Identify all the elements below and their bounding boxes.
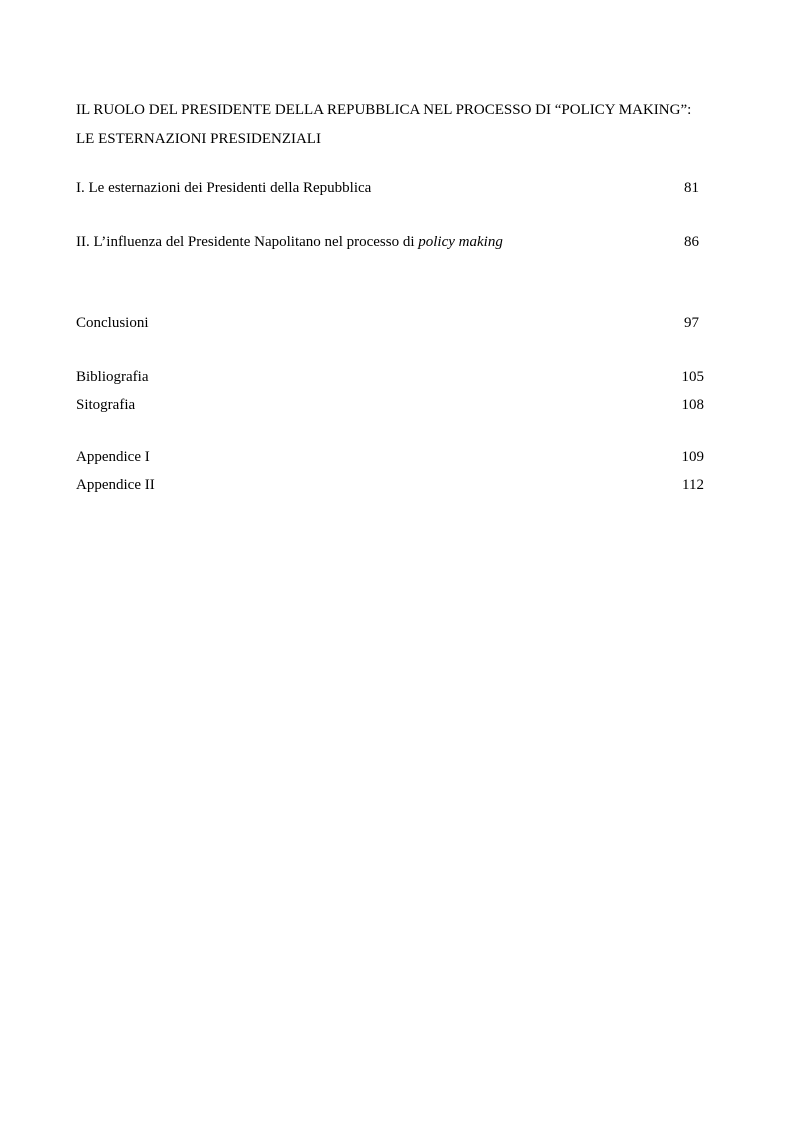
toc-entry-bibliografia <box>76 367 704 387</box>
toc-entry-sitografia <box>76 395 704 415</box>
toc-entry-appendice-2 <box>76 475 704 495</box>
toc-entry-influenza-napolitano <box>76 232 704 252</box>
toc-entry-esternazioni <box>76 178 704 198</box>
toc-entry-appendice-1 <box>76 447 704 467</box>
toc-entry-label <box>76 232 503 252</box>
toc-entry-page: 86 <box>684 234 699 250</box>
toc-entry-page: 81 <box>684 180 699 196</box>
toc-entry-label: I. Le esternazioni dei Presidenti della Repubblica <box>76 180 372 196</box>
toc-entry-label: Appendice II <box>76 477 155 493</box>
toc-entry-page: 108 <box>681 397 704 413</box>
chapter-title: IL RUOLO DEL PRESIDENTE DELLA REPUBBLICA NEL PROCESSO DI “POLICY MAKING”: LE ESTERNAZIONI PRESIDENZIALI <box>76 102 692 147</box>
toc-entry-label-text: II. L’influenza del Presidente Napolitano nel processo di <box>76 234 419 250</box>
toc-entry-label: Bibliografia <box>76 369 149 385</box>
toc-entry-label: Sitografia <box>76 397 136 413</box>
toc-entry-page: 105 <box>681 369 704 385</box>
toc-entry-label: Conclusioni <box>76 315 149 331</box>
toc-entry-conclusioni <box>76 313 704 333</box>
toc-entry-label-italic: policy making <box>418 234 503 250</box>
toc-entry-page: 97 <box>684 315 699 331</box>
toc-entry-label: Appendice I <box>76 449 150 465</box>
toc-entry-page: 109 <box>681 449 704 465</box>
toc-entry-page: 112 <box>682 477 704 493</box>
